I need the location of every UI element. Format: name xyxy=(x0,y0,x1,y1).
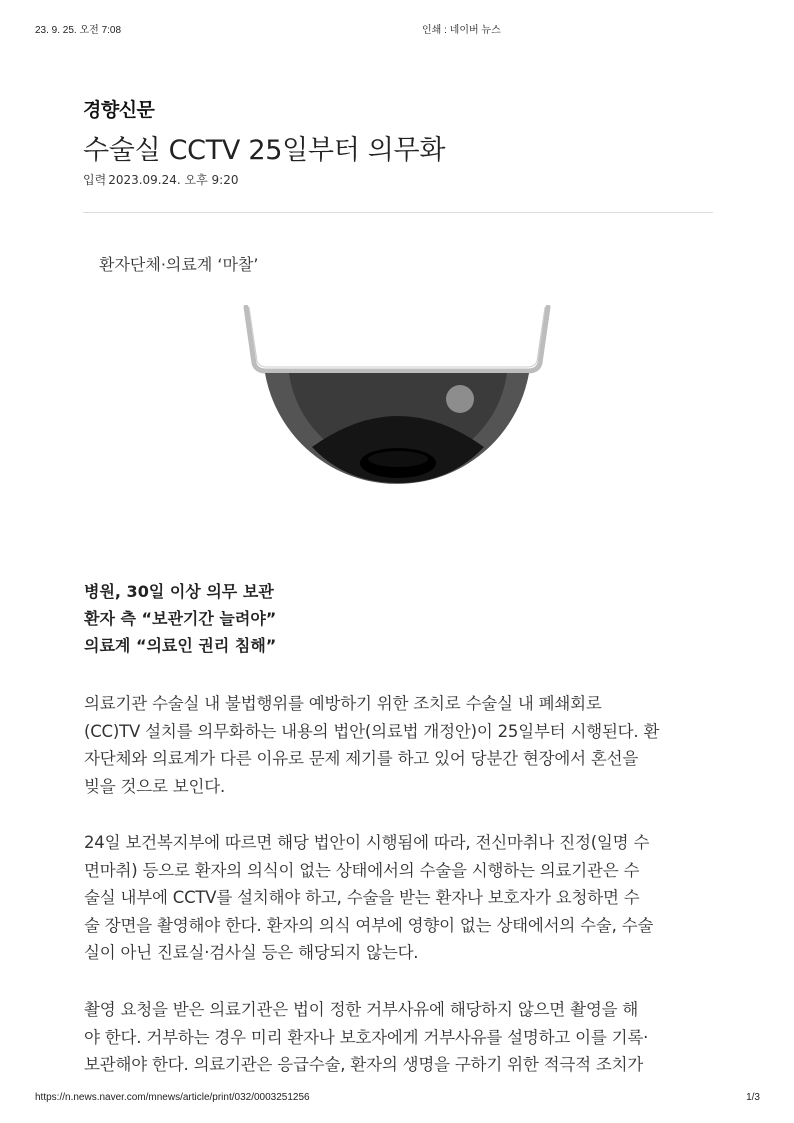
paragraph-line: 보관해야 한다. 의료기관은 응급수술, 환자의 생명을 구하기 위한 적극적 조치가 xyxy=(84,1055,644,1074)
paragraph-line: 촬영 요청을 받은 의료기관은 법이 정한 거부사유에 해당하지 않으면 촬영을 해 xyxy=(84,1000,639,1019)
paragraph-line: 야 한다. 거부하는 경우 미리 환자나 보호자에게 거부사유를 설명하고 이를 기록· xyxy=(84,1027,649,1047)
paragraph-line: 24일 보건복지부에 따르면 해당 법안이 시행됨에 따라, 전신마취나 진정(일명 수 xyxy=(84,833,650,852)
article-paragraph xyxy=(84,829,716,967)
print-url[interactable]: https://n.news.naver.com/mnews/article/print/032/0003251256 xyxy=(35,1092,310,1103)
paragraph-line: 의료기관 수술실 내 불법행위를 예방하기 위한 조치로 수술실 내 폐쇄회로 xyxy=(84,694,602,713)
article-headline: 수술실 CCTV 25일부터 의무화 xyxy=(83,135,446,166)
paragraph-line: (CC)TV 설치를 의무화하는 내용의 법안(의료법 개정안)이 25일부터 시행된다. 환 xyxy=(84,721,660,741)
press-logo[interactable]: 경향신문 xyxy=(83,99,155,121)
print-title: 인쇄 : 네이버 뉴스 xyxy=(422,25,501,36)
paragraph-line: 실이 아닌 진료실·검사실 등은 해당되지 않는다. xyxy=(84,943,419,962)
subhead-line: 의료계 “의료인 권리 침해” xyxy=(84,636,277,655)
paragraph-line: 술 장면을 촬영해야 한다. 환자의 의식 여부에 영향이 없는 상태에서의 수술, 수술 xyxy=(84,915,654,935)
paragraph-line: 자단체와 의료계가 다른 이유로 문제 제기를 하고 있어 당분간 현장에서 혼선을 xyxy=(84,749,639,768)
article-paragraph xyxy=(84,996,716,1079)
article-paragraph xyxy=(84,690,716,800)
image-caption: 환자단체·의료계 ‘마찰’ xyxy=(99,255,259,274)
header-divider xyxy=(83,212,713,213)
page-number: 1/3 xyxy=(746,1092,760,1103)
paragraph-line: 술실 내부에 CCTV를 설치해야 하고, 수술을 받는 환자나 보호자가 요청하면 수 xyxy=(84,888,640,907)
article-date xyxy=(83,171,238,188)
article-subheads xyxy=(84,578,276,659)
subhead-line: 병원, 30일 이상 의무 보관 xyxy=(84,582,274,601)
paragraph-line: 빚을 것으로 보인다. xyxy=(84,776,226,796)
date-value: 2023.09.24. 오후 9:20 xyxy=(108,173,239,187)
cctv-dome-camera-icon xyxy=(240,305,556,505)
print-footer xyxy=(35,1092,760,1106)
date-label: 입력 xyxy=(83,173,107,187)
print-datetime: 23. 9. 25. 오전 7:08 xyxy=(35,25,122,36)
subhead-line: 환자 측 “보관기간 늘려야” xyxy=(84,609,277,628)
print-header xyxy=(35,21,760,35)
paragraph-line: 면마취) 등으로 환자의 의식이 없는 상태에서의 수술을 시행하는 의료기관은 수 xyxy=(84,860,640,880)
